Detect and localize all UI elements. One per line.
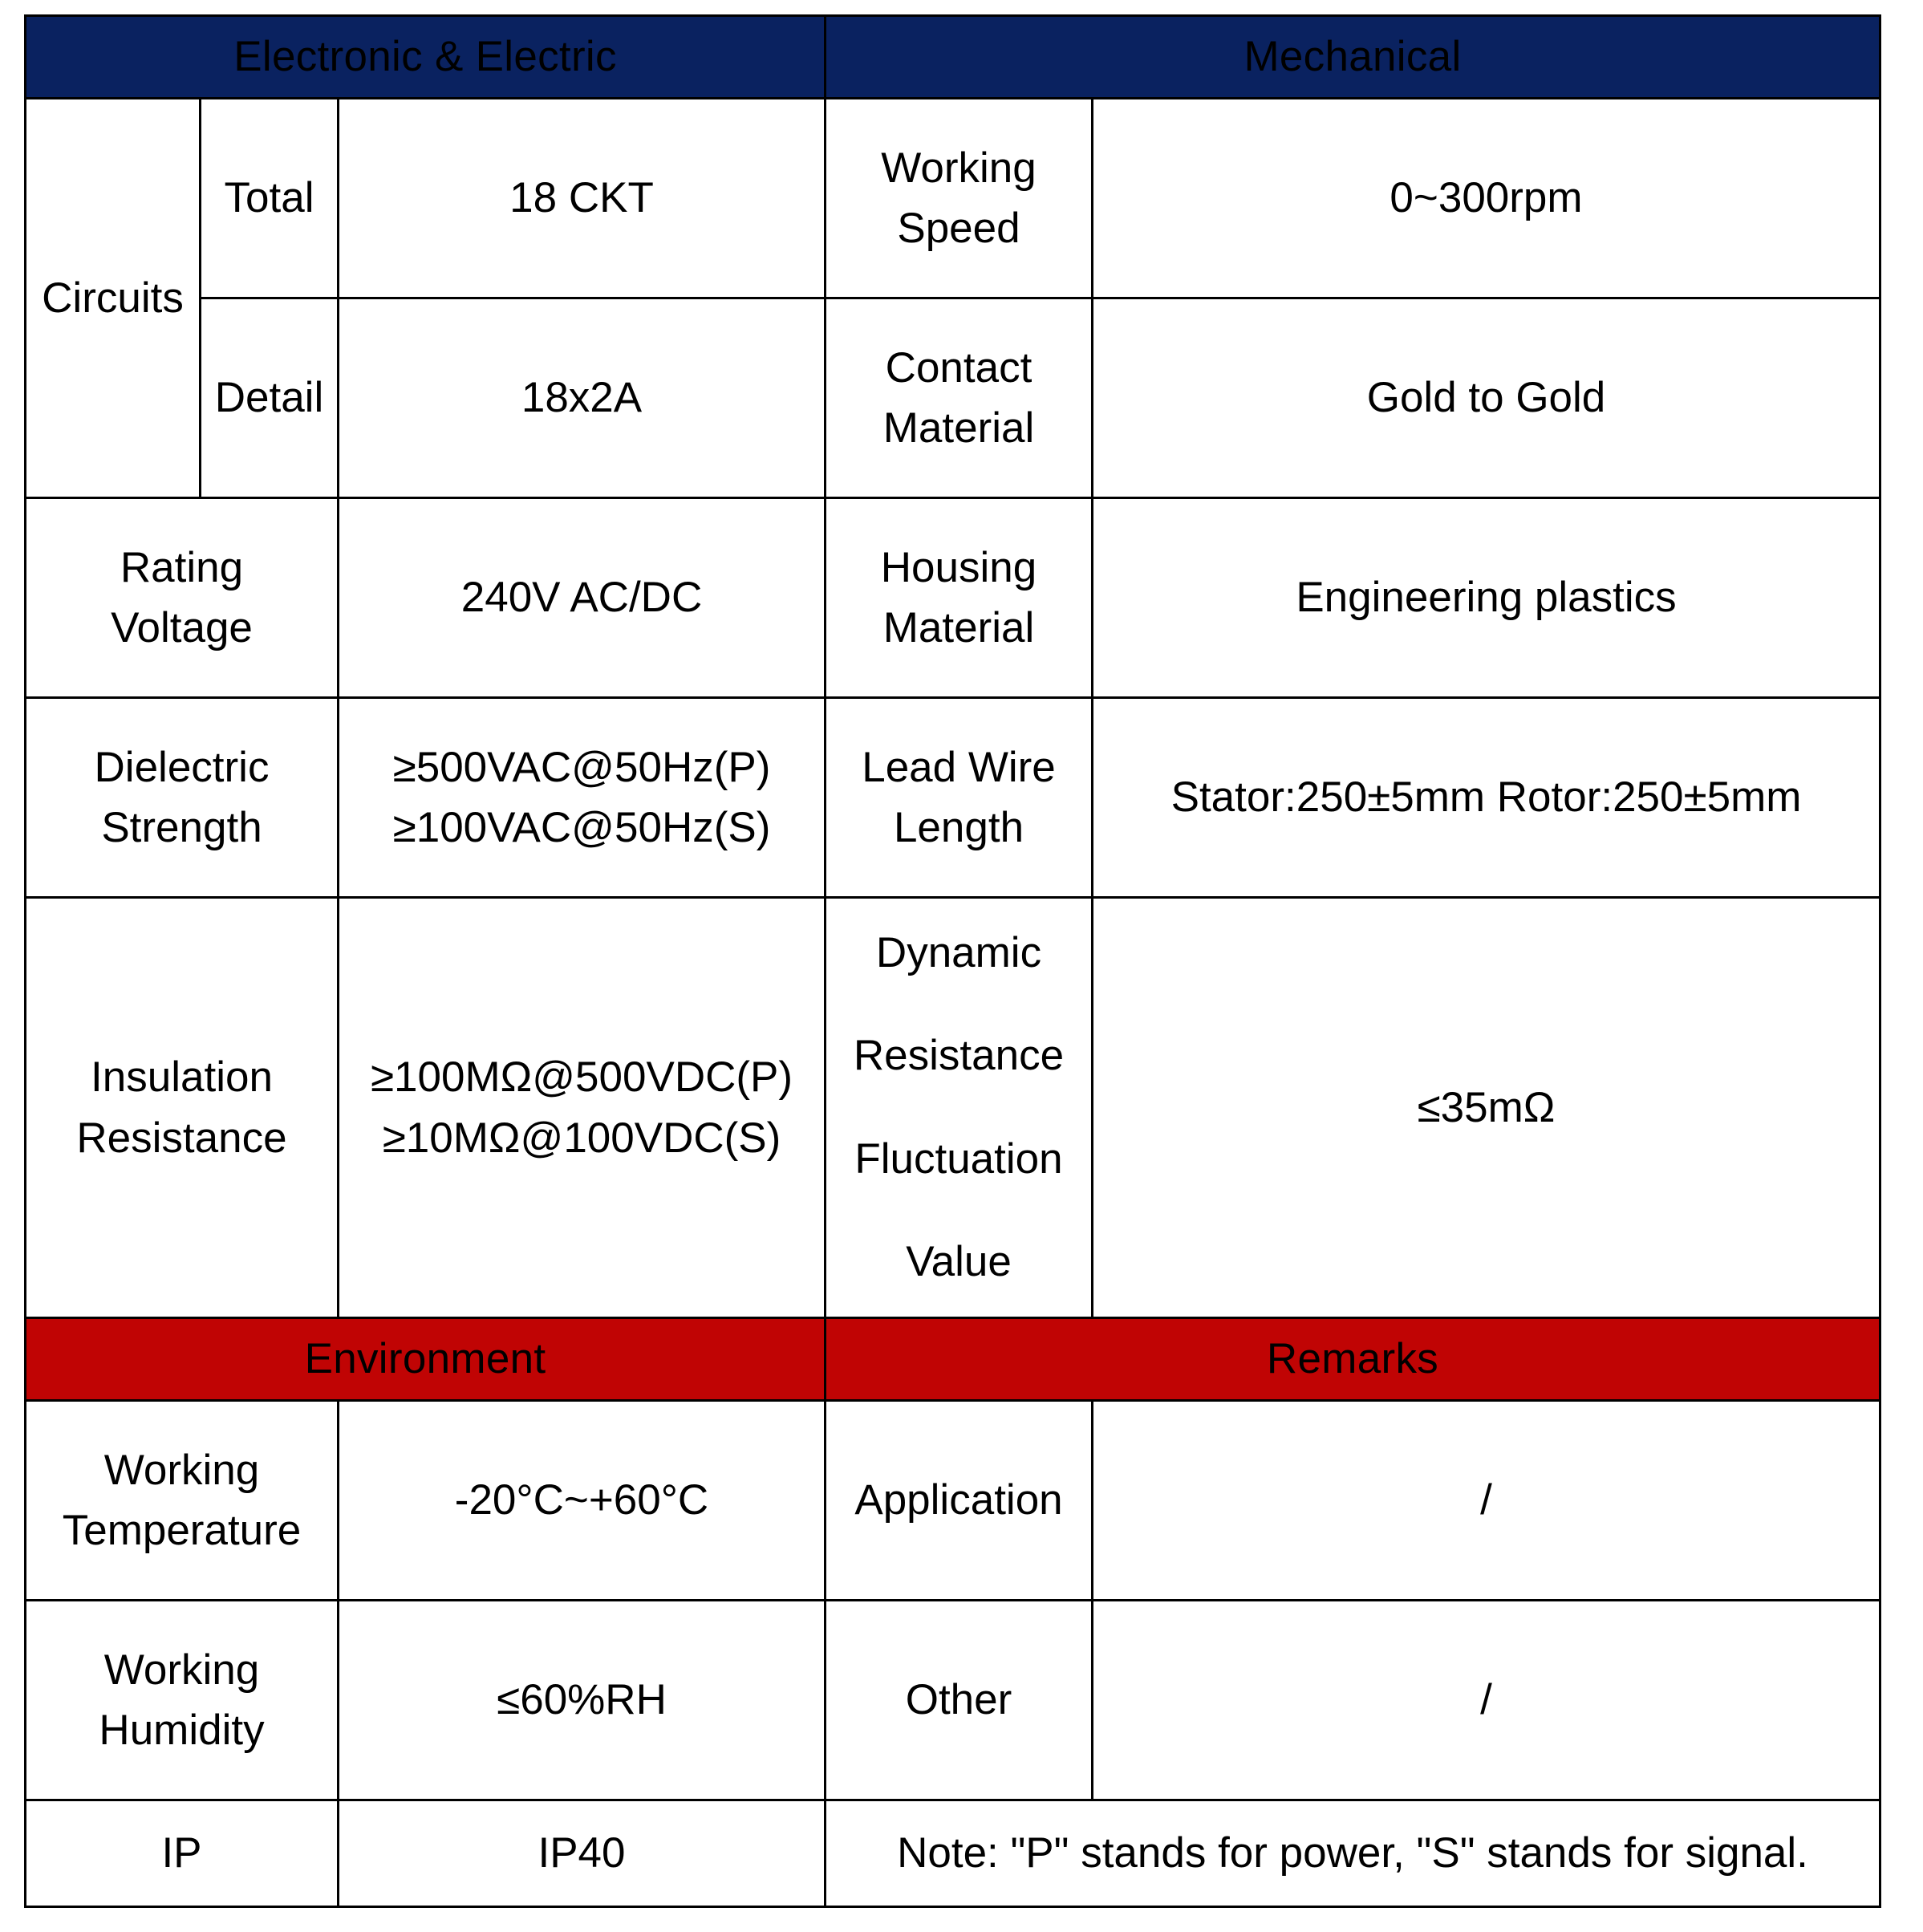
row-label-ip: IP [26,1800,339,1907]
table-row-dielectric-strength [26,698,1880,898]
section-header-electronic-electric: Electronic & Electric [26,16,826,99]
row-label-rating-voltage-line1: Rating [120,543,244,591]
row-label-lead-wire-length-line2: Length [893,804,1024,851]
row-label-lead-wire-length [826,698,1093,898]
table-row-insulation-resistance [26,898,1880,1318]
row-label-rating-voltage-line2: Voltage [111,604,253,651]
row-label-working-humidity-line2: Humidity [99,1707,265,1754]
row-value-circuits-detail: 18x2A [339,298,826,498]
row-value-dielectric-strength [339,698,826,898]
row-label-contact-material-line1: Contact [885,343,1032,392]
row-label-housing-material-line1: Housing [880,543,1037,591]
row-value-housing-material: Engineering plastics [1093,498,1880,698]
row-label-insulation-resistance-line1: Insulation [91,1053,273,1102]
section-header-environment: Environment [26,1318,826,1401]
row-label-dielectric-strength-line1: Dielectric [94,743,270,791]
row-value-working-speed: 0~300rpm [1093,99,1880,298]
row-value-dielectric-strength-line1: ≥500VAC@50Hz(P) [392,743,771,791]
row-label-circuits: Circuits [26,99,201,498]
row-label-application: Application [826,1401,1093,1601]
specification-table [24,14,1881,1908]
spec-table-container [24,14,1879,1908]
row-label-insulation-resistance-line2: Resistance [76,1114,287,1162]
table-row-working-temperature [26,1401,1880,1601]
table-row-rating-voltage [26,498,1880,698]
row-sublabel-circuits-detail: Detail [201,298,339,498]
row-label-insulation-resistance [26,898,339,1318]
row-label-housing-material [826,498,1093,698]
row-label-dynamic-resistance-fluctuation [826,898,1093,1318]
row-label-working-temperature [26,1401,339,1601]
table-row-working-humidity [26,1601,1880,1800]
row-label-other: Other [826,1601,1093,1800]
row-value-contact-material: Gold to Gold [1093,298,1880,498]
row-value-ip: IP40 [339,1800,826,1907]
row-label-working-temperature-line1: Working [103,1446,260,1494]
row-value-dynamic-resistance-fluctuation: ≤35mΩ [1093,898,1880,1318]
row-value-insulation-resistance-line1: ≥100MΩ@500VDC(P) [370,1053,793,1102]
section-header-row [26,16,1880,99]
row-label-lead-wire-length-line1: Lead Wire [862,743,1056,791]
row-value-circuits-total: 18 CKT [339,99,826,298]
row-label-working-speed [826,99,1093,298]
row-label-working-speed-line2: Speed [897,205,1020,252]
row-value-working-humidity: ≤60%RH [339,1601,826,1800]
section-header-mechanical: Mechanical [826,16,1880,99]
row-value-other: / [1093,1601,1880,1800]
table-row-circuits-total [26,99,1880,298]
row-sublabel-circuits-total: Total [201,99,339,298]
table-row-ip [26,1800,1880,1907]
row-label-dynamic-resistance-line4: Value [906,1237,1012,1285]
row-label-contact-material-line2: Material [882,404,1035,452]
row-value-dielectric-strength-line2: ≥100VAC@50Hz(S) [392,804,771,851]
row-label-dynamic-resistance-line3: Fluctuation [854,1134,1063,1183]
section-header-remarks: Remarks [826,1318,1880,1401]
row-label-dielectric-strength [26,698,339,898]
row-label-dielectric-strength-line2: Strength [101,804,262,851]
row-label-working-humidity-line1: Working [103,1646,260,1694]
row-label-working-speed-line1: Working [881,144,1037,192]
row-label-housing-material-line2: Material [882,604,1035,651]
row-label-dynamic-resistance-line2: Resistance [853,1032,1065,1080]
row-label-working-humidity [26,1601,339,1800]
row-value-application: / [1093,1401,1880,1601]
row-value-insulation-resistance [339,898,826,1318]
row-value-insulation-resistance-line2: ≥10MΩ@100VDC(S) [382,1114,781,1162]
section-header-row-secondary [26,1318,1880,1401]
row-label-dynamic-resistance-line1: Dynamic [875,929,1042,976]
table-row-circuits-detail [26,298,1880,498]
remarks-note: Note: "P" stands for power, "S" stands for signal. [826,1800,1880,1907]
row-value-lead-wire-length: Stator:250±5mm Rotor:250±5mm [1093,698,1880,898]
row-value-rating-voltage: 240V AC/DC [339,498,826,698]
row-label-rating-voltage [26,498,339,698]
row-value-working-temperature: -20°C~+60°C [339,1401,826,1601]
row-label-working-temperature-line2: Temperature [62,1507,302,1554]
row-label-contact-material [826,298,1093,498]
